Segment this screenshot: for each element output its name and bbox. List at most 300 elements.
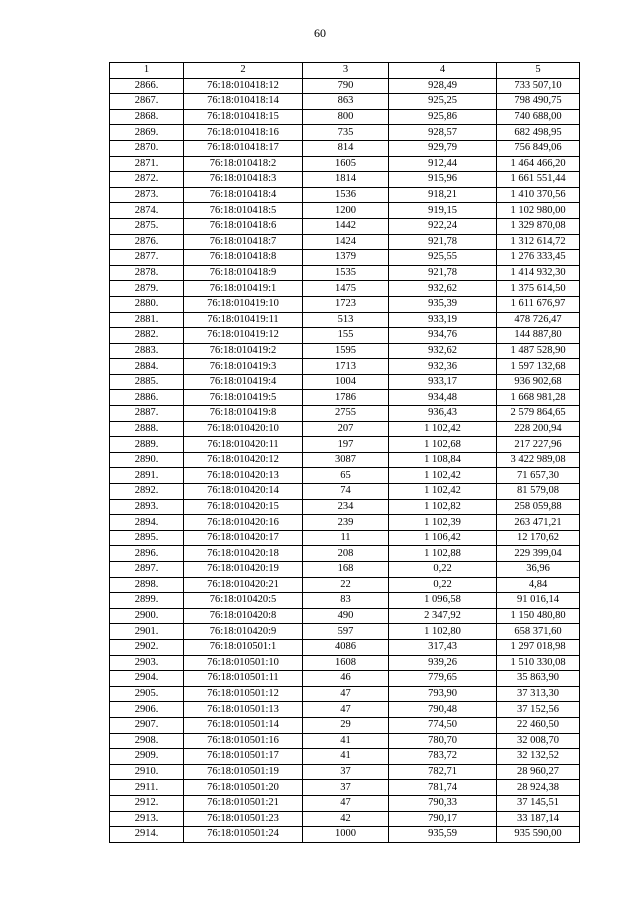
table-row <box>110 593 580 609</box>
table-row <box>110 499 580 515</box>
specific-value-cell: 0,22 <box>389 562 497 578</box>
cadastral-value-cell: 36,96 <box>497 562 580 578</box>
specific-value-cell: 2 347,92 <box>389 608 497 624</box>
cadastral-number-cell: 76:18:010418:14 <box>184 94 303 110</box>
area-cell: 1723 <box>303 296 389 312</box>
table-row <box>110 328 580 344</box>
table-row <box>110 296 580 312</box>
cadastral-value-cell: 1 410 370,56 <box>497 187 580 203</box>
cadastral-number-cell: 76:18:010501:12 <box>184 686 303 702</box>
table-row <box>110 281 580 297</box>
area-cell: 1814 <box>303 172 389 188</box>
cadastral-value-cell: 936 902,68 <box>497 374 580 390</box>
specific-value-cell: 779,65 <box>389 671 497 687</box>
row-number-cell: 2873. <box>110 187 184 203</box>
specific-value-cell: 1 102,80 <box>389 624 497 640</box>
specific-value-cell: 1 108,84 <box>389 452 497 468</box>
specific-value-cell: 915,96 <box>389 172 497 188</box>
table-row <box>110 577 580 593</box>
area-cell: 1605 <box>303 156 389 172</box>
cadastral-value-cell: 1 414 932,30 <box>497 265 580 281</box>
row-number-cell: 2902. <box>110 639 184 655</box>
cadastral-number-cell: 76:18:010420:14 <box>184 484 303 500</box>
area-cell: 46 <box>303 671 389 687</box>
cadastral-number-cell: 76:18:010420:16 <box>184 515 303 531</box>
cadastral-value-cell: 2 579 864,65 <box>497 406 580 422</box>
table-row <box>110 484 580 500</box>
cadastral-value-cell: 1 611 676,97 <box>497 296 580 312</box>
cadastral-value-cell: 1 661 551,44 <box>497 172 580 188</box>
area-cell: 800 <box>303 109 389 125</box>
cadastral-number-cell: 76:18:010501:10 <box>184 655 303 671</box>
cadastral-number-cell: 76:18:010420:8 <box>184 608 303 624</box>
row-number-cell: 2882. <box>110 328 184 344</box>
row-number-cell: 2885. <box>110 374 184 390</box>
cadastral-value-cell: 1 464 466,20 <box>497 156 580 172</box>
cadastral-value-cell: 28 924,38 <box>497 780 580 796</box>
row-number-cell: 2891. <box>110 468 184 484</box>
area-cell: 41 <box>303 733 389 749</box>
table-body <box>110 78 580 842</box>
specific-value-cell: 1 102,82 <box>389 499 497 515</box>
cadastral-value-cell: 22 460,50 <box>497 717 580 733</box>
cadastral-value-cell: 1 668 981,28 <box>497 390 580 406</box>
specific-value-cell: 921,78 <box>389 265 497 281</box>
table-row <box>110 156 580 172</box>
area-cell: 155 <box>303 328 389 344</box>
area-cell: 41 <box>303 749 389 765</box>
row-number-cell: 2910. <box>110 764 184 780</box>
table-row <box>110 686 580 702</box>
area-cell: 1379 <box>303 250 389 266</box>
cadastral-number-cell: 76:18:010501:21 <box>184 795 303 811</box>
cadastral-value-cell: 1 510 330,08 <box>497 655 580 671</box>
specific-value-cell: 790,33 <box>389 795 497 811</box>
cadastral-number-cell: 76:18:010420:5 <box>184 593 303 609</box>
area-cell: 1200 <box>303 203 389 219</box>
row-number-cell: 2895. <box>110 530 184 546</box>
area-cell: 735 <box>303 125 389 141</box>
row-number-cell: 2908. <box>110 733 184 749</box>
specific-value-cell: 928,49 <box>389 78 497 94</box>
cadastral-value-cell: 37 313,30 <box>497 686 580 702</box>
cadastral-value-cell: 935 590,00 <box>497 827 580 843</box>
cadastral-value-table <box>109 62 580 843</box>
table-row <box>110 717 580 733</box>
row-number-cell: 2889. <box>110 437 184 453</box>
row-number-cell: 2880. <box>110 296 184 312</box>
cadastral-number-cell: 76:18:010418:9 <box>184 265 303 281</box>
table-row <box>110 515 580 531</box>
table-row <box>110 374 580 390</box>
specific-value-cell: 932,36 <box>389 359 497 375</box>
specific-value-cell: 1 102,42 <box>389 421 497 437</box>
row-number-cell: 2912. <box>110 795 184 811</box>
row-number-cell: 2892. <box>110 484 184 500</box>
cadastral-number-cell: 76:18:010418:12 <box>184 78 303 94</box>
cadastral-number-cell: 76:18:010501:17 <box>184 749 303 765</box>
row-number-cell: 2879. <box>110 281 184 297</box>
area-cell: 197 <box>303 437 389 453</box>
table-row <box>110 811 580 827</box>
cadastral-value-cell: 32 008,70 <box>497 733 580 749</box>
table-row <box>110 234 580 250</box>
cadastral-value-cell: 33 187,14 <box>497 811 580 827</box>
cadastral-number-cell: 76:18:010418:16 <box>184 125 303 141</box>
cadastral-value-cell: 658 371,60 <box>497 624 580 640</box>
cadastral-number-cell: 76:18:010418:15 <box>184 109 303 125</box>
row-number-cell: 2914. <box>110 827 184 843</box>
cadastral-number-cell: 76:18:010419:10 <box>184 296 303 312</box>
specific-value-cell: 793,90 <box>389 686 497 702</box>
cadastral-number-cell: 76:18:010420:13 <box>184 468 303 484</box>
cadastral-number-cell: 76:18:010420:9 <box>184 624 303 640</box>
cadastral-number-cell: 76:18:010501:16 <box>184 733 303 749</box>
specific-value-cell: 783,72 <box>389 749 497 765</box>
row-number-cell: 2878. <box>110 265 184 281</box>
cadastral-number-cell: 76:18:010419:3 <box>184 359 303 375</box>
area-cell: 1475 <box>303 281 389 297</box>
cadastral-number-cell: 76:18:010419:12 <box>184 328 303 344</box>
row-number-cell: 2870. <box>110 140 184 156</box>
cadastral-value-cell: 1 297 018,98 <box>497 639 580 655</box>
table-row <box>110 562 580 578</box>
table-row <box>110 546 580 562</box>
area-cell: 208 <box>303 546 389 562</box>
specific-value-cell: 1 102,88 <box>389 546 497 562</box>
table-row <box>110 187 580 203</box>
cadastral-value-cell: 3 422 989,08 <box>497 452 580 468</box>
cadastral-value-cell: 81 579,08 <box>497 484 580 500</box>
cadastral-value-cell: 258 059,88 <box>497 499 580 515</box>
area-cell: 790 <box>303 78 389 94</box>
cadastral-value-cell: 1 487 528,90 <box>497 343 580 359</box>
area-cell: 3087 <box>303 452 389 468</box>
cadastral-number-cell: 76:18:010420:10 <box>184 421 303 437</box>
specific-value-cell: 939,26 <box>389 655 497 671</box>
table-row <box>110 468 580 484</box>
area-cell: 490 <box>303 608 389 624</box>
table-row <box>110 780 580 796</box>
specific-value-cell: 929,79 <box>389 140 497 156</box>
row-number-cell: 2896. <box>110 546 184 562</box>
area-cell: 1535 <box>303 265 389 281</box>
cadastral-value-cell: 1 276 333,45 <box>497 250 580 266</box>
specific-value-cell: 781,74 <box>389 780 497 796</box>
table-row <box>110 702 580 718</box>
table-row <box>110 608 580 624</box>
row-number-cell: 2907. <box>110 717 184 733</box>
cadastral-number-cell: 76:18:010418:5 <box>184 203 303 219</box>
cadastral-value-cell: 228 200,94 <box>497 421 580 437</box>
specific-value-cell: 1 102,42 <box>389 468 497 484</box>
cadastral-value-cell: 217 227,96 <box>497 437 580 453</box>
row-number-cell: 2883. <box>110 343 184 359</box>
cadastral-value-cell: 144 887,80 <box>497 328 580 344</box>
table-row <box>110 827 580 843</box>
area-cell: 1000 <box>303 827 389 843</box>
row-number-cell: 2886. <box>110 390 184 406</box>
area-cell: 11 <box>303 530 389 546</box>
cadastral-number-cell: 76:18:010420:19 <box>184 562 303 578</box>
row-number-cell: 2876. <box>110 234 184 250</box>
table-row <box>110 795 580 811</box>
specific-value-cell: 1 102,68 <box>389 437 497 453</box>
cadastral-value-cell: 32 132,52 <box>497 749 580 765</box>
row-number-cell: 2911. <box>110 780 184 796</box>
table-row <box>110 343 580 359</box>
table-row <box>110 265 580 281</box>
table-row <box>110 749 580 765</box>
area-cell: 814 <box>303 140 389 156</box>
table-row <box>110 203 580 219</box>
column-header: 4 <box>389 63 497 79</box>
cadastral-number-cell: 76:18:010420:18 <box>184 546 303 562</box>
row-number-cell: 2899. <box>110 593 184 609</box>
table-row <box>110 94 580 110</box>
specific-value-cell: 780,70 <box>389 733 497 749</box>
cadastral-number-cell: 76:18:010419:1 <box>184 281 303 297</box>
cadastral-number-cell: 76:18:010418:3 <box>184 172 303 188</box>
cadastral-number-cell: 76:18:010418:4 <box>184 187 303 203</box>
cadastral-number-cell: 76:18:010501:23 <box>184 811 303 827</box>
row-number-cell: 2866. <box>110 78 184 94</box>
area-cell: 65 <box>303 468 389 484</box>
table-row <box>110 140 580 156</box>
row-number-cell: 2909. <box>110 749 184 765</box>
area-cell: 1608 <box>303 655 389 671</box>
cadastral-number-cell: 76:18:010420:21 <box>184 577 303 593</box>
table-row <box>110 764 580 780</box>
specific-value-cell: 921,78 <box>389 234 497 250</box>
cadastral-value-cell: 1 329 870,08 <box>497 218 580 234</box>
specific-value-cell: 934,48 <box>389 390 497 406</box>
cadastral-value-cell: 91 016,14 <box>497 593 580 609</box>
cadastral-value-cell: 1 375 614,50 <box>497 281 580 297</box>
area-cell: 2755 <box>303 406 389 422</box>
table-row <box>110 78 580 94</box>
area-cell: 37 <box>303 764 389 780</box>
specific-value-cell: 922,24 <box>389 218 497 234</box>
cadastral-number-cell: 76:18:010501:11 <box>184 671 303 687</box>
area-cell: 1713 <box>303 359 389 375</box>
specific-value-cell: 790,17 <box>389 811 497 827</box>
area-cell: 47 <box>303 686 389 702</box>
table-header-row <box>110 63 580 79</box>
area-cell: 1786 <box>303 390 389 406</box>
specific-value-cell: 774,50 <box>389 717 497 733</box>
specific-value-cell: 925,86 <box>389 109 497 125</box>
row-number-cell: 2888. <box>110 421 184 437</box>
table-row <box>110 624 580 640</box>
table-row <box>110 250 580 266</box>
specific-value-cell: 934,76 <box>389 328 497 344</box>
area-cell: 234 <box>303 499 389 515</box>
row-number-cell: 2887. <box>110 406 184 422</box>
specific-value-cell: 1 102,39 <box>389 515 497 531</box>
cadastral-value-cell: 1 597 132,68 <box>497 359 580 375</box>
area-cell: 207 <box>303 421 389 437</box>
cadastral-value-cell: 756 849,06 <box>497 140 580 156</box>
cadastral-number-cell: 76:18:010420:12 <box>184 452 303 468</box>
cadastral-value-cell: 1 102 980,00 <box>497 203 580 219</box>
row-number-cell: 2904. <box>110 671 184 687</box>
cadastral-number-cell: 76:18:010420:11 <box>184 437 303 453</box>
table-row <box>110 671 580 687</box>
cadastral-value-cell: 37 145,51 <box>497 795 580 811</box>
area-cell: 168 <box>303 562 389 578</box>
area-cell: 42 <box>303 811 389 827</box>
row-number-cell: 2900. <box>110 608 184 624</box>
area-cell: 37 <box>303 780 389 796</box>
specific-value-cell: 782,71 <box>389 764 497 780</box>
table-row <box>110 312 580 328</box>
table-row <box>110 452 580 468</box>
specific-value-cell: 932,62 <box>389 281 497 297</box>
area-cell: 29 <box>303 717 389 733</box>
specific-value-cell: 935,59 <box>389 827 497 843</box>
cadastral-value-cell: 798 490,75 <box>497 94 580 110</box>
column-header: 1 <box>110 63 184 79</box>
cadastral-value-cell: 4,84 <box>497 577 580 593</box>
cadastral-number-cell: 76:18:010418:7 <box>184 234 303 250</box>
cadastral-number-cell: 76:18:010418:8 <box>184 250 303 266</box>
cadastral-number-cell: 76:18:010501:14 <box>184 717 303 733</box>
cadastral-number-cell: 76:18:010418:17 <box>184 140 303 156</box>
cadastral-value-cell: 263 471,21 <box>497 515 580 531</box>
cadastral-number-cell: 76:18:010418:2 <box>184 156 303 172</box>
area-cell: 1442 <box>303 218 389 234</box>
cadastral-value-cell: 1 150 480,80 <box>497 608 580 624</box>
table-row <box>110 530 580 546</box>
row-number-cell: 2906. <box>110 702 184 718</box>
table-row <box>110 125 580 141</box>
area-cell: 239 <box>303 515 389 531</box>
cadastral-value-cell: 478 726,47 <box>497 312 580 328</box>
cadastral-value-cell: 28 960,27 <box>497 764 580 780</box>
cadastral-number-cell: 76:18:010420:17 <box>184 530 303 546</box>
cadastral-value-cell: 1 312 614,72 <box>497 234 580 250</box>
table-row <box>110 406 580 422</box>
cadastral-value-cell: 35 863,90 <box>497 671 580 687</box>
specific-value-cell: 1 106,42 <box>389 530 497 546</box>
specific-value-cell: 925,25 <box>389 94 497 110</box>
cadastral-number-cell: 76:18:010419:5 <box>184 390 303 406</box>
specific-value-cell: 1 102,42 <box>389 484 497 500</box>
cadastral-number-cell: 76:18:010419:11 <box>184 312 303 328</box>
row-number-cell: 2913. <box>110 811 184 827</box>
specific-value-cell: 0,22 <box>389 577 497 593</box>
area-cell: 83 <box>303 593 389 609</box>
table-row <box>110 172 580 188</box>
specific-value-cell: 925,55 <box>389 250 497 266</box>
cadastral-number-cell: 76:18:010418:6 <box>184 218 303 234</box>
row-number-cell: 2874. <box>110 203 184 219</box>
specific-value-cell: 936,43 <box>389 406 497 422</box>
specific-value-cell: 1 096,58 <box>389 593 497 609</box>
cadastral-number-cell: 76:18:010420:15 <box>184 499 303 515</box>
row-number-cell: 2903. <box>110 655 184 671</box>
specific-value-cell: 790,48 <box>389 702 497 718</box>
row-number-cell: 2894. <box>110 515 184 531</box>
area-cell: 1595 <box>303 343 389 359</box>
row-number-cell: 2867. <box>110 94 184 110</box>
cadastral-value-cell: 682 498,95 <box>497 125 580 141</box>
specific-value-cell: 912,44 <box>389 156 497 172</box>
area-cell: 4086 <box>303 639 389 655</box>
cadastral-value-cell: 71 657,30 <box>497 468 580 484</box>
row-number-cell: 2897. <box>110 562 184 578</box>
specific-value-cell: 932,62 <box>389 343 497 359</box>
row-number-cell: 2905. <box>110 686 184 702</box>
area-cell: 47 <box>303 702 389 718</box>
specific-value-cell: 933,17 <box>389 374 497 390</box>
area-cell: 513 <box>303 312 389 328</box>
cadastral-value-cell: 733 507,10 <box>497 78 580 94</box>
table-row <box>110 390 580 406</box>
row-number-cell: 2872. <box>110 172 184 188</box>
table-row <box>110 437 580 453</box>
cadastral-value-cell: 740 688,00 <box>497 109 580 125</box>
row-number-cell: 2898. <box>110 577 184 593</box>
cadastral-number-cell: 76:18:010419:2 <box>184 343 303 359</box>
row-number-cell: 2869. <box>110 125 184 141</box>
area-cell: 22 <box>303 577 389 593</box>
specific-value-cell: 919,15 <box>389 203 497 219</box>
column-header: 3 <box>303 63 389 79</box>
column-header: 5 <box>497 63 580 79</box>
table-row <box>110 359 580 375</box>
cadastral-number-cell: 76:18:010501:20 <box>184 780 303 796</box>
table-row <box>110 218 580 234</box>
area-cell: 863 <box>303 94 389 110</box>
cadastral-value-cell: 12 170,62 <box>497 530 580 546</box>
table-row <box>110 639 580 655</box>
page-number: 60 <box>314 26 326 40</box>
area-cell: 1004 <box>303 374 389 390</box>
area-cell: 597 <box>303 624 389 640</box>
specific-value-cell: 918,21 <box>389 187 497 203</box>
cadastral-number-cell: 76:18:010419:4 <box>184 374 303 390</box>
table-row <box>110 109 580 125</box>
specific-value-cell: 928,57 <box>389 125 497 141</box>
table-row <box>110 655 580 671</box>
area-cell: 1536 <box>303 187 389 203</box>
area-cell: 74 <box>303 484 389 500</box>
cadastral-number-cell: 76:18:010419:8 <box>184 406 303 422</box>
specific-value-cell: 935,39 <box>389 296 497 312</box>
row-number-cell: 2893. <box>110 499 184 515</box>
row-number-cell: 2877. <box>110 250 184 266</box>
row-number-cell: 2890. <box>110 452 184 468</box>
row-number-cell: 2868. <box>110 109 184 125</box>
specific-value-cell: 317,43 <box>389 639 497 655</box>
row-number-cell: 2884. <box>110 359 184 375</box>
cadastral-number-cell: 76:18:010501:13 <box>184 702 303 718</box>
table-row <box>110 421 580 437</box>
cadastral-number-cell: 76:18:010501:24 <box>184 827 303 843</box>
cadastral-value-cell: 37 152,56 <box>497 702 580 718</box>
table-row <box>110 733 580 749</box>
row-number-cell: 2881. <box>110 312 184 328</box>
area-cell: 47 <box>303 795 389 811</box>
cadastral-value-cell: 229 399,04 <box>497 546 580 562</box>
cadastral-number-cell: 76:18:010501:19 <box>184 764 303 780</box>
row-number-cell: 2901. <box>110 624 184 640</box>
column-header: 2 <box>184 63 303 79</box>
specific-value-cell: 933,19 <box>389 312 497 328</box>
row-number-cell: 2875. <box>110 218 184 234</box>
